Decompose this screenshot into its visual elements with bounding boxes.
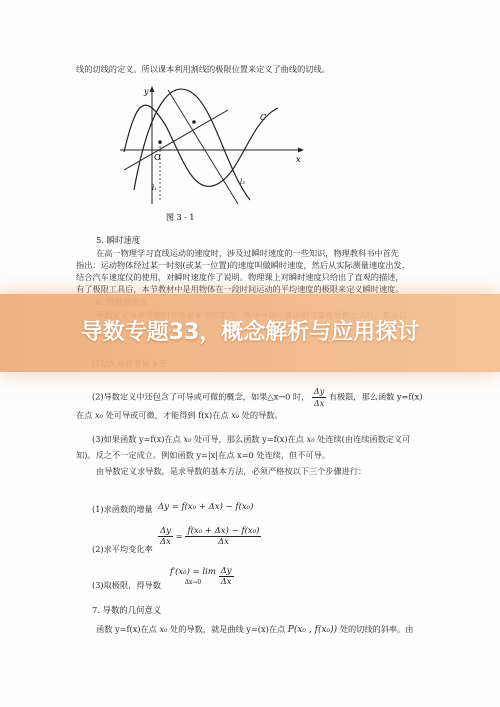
dy-symbol: Δy bbox=[313, 387, 325, 396]
section-5-heading: 5. 瞬时速度 bbox=[96, 235, 141, 245]
section-5-line: 有了极限工具后，本节教材中是用物体在一段时间运动的平均速度的极限来定义瞬时速度。 bbox=[76, 284, 404, 294]
line-l2-label: l₂ bbox=[240, 178, 246, 186]
line-text: (3)如果函数 y=f(x)在点 bbox=[92, 434, 181, 444]
banner-title: 导数专题33，概念解析与应用探讨 bbox=[80, 320, 420, 345]
step-1-label: (1)求函数的增量 bbox=[92, 504, 153, 514]
dx-symbol: Δx bbox=[220, 577, 232, 587]
line-l1-label: l₁ bbox=[152, 184, 158, 192]
limit-text: f′(x₀) = lim bbox=[170, 566, 216, 577]
dx-symbol: Δx bbox=[217, 537, 229, 547]
line-text: 处连续(由连续函数定义可 bbox=[317, 434, 411, 444]
limit-fraction bbox=[219, 566, 234, 587]
line-text: 处可导或可微，才能得到 f(x)在点 bbox=[105, 410, 229, 420]
section-5-line: 在高一物理学习直线运动的速度时，涉及过瞬时速度的一些知识，物理教科书中首先 bbox=[96, 248, 399, 258]
line-text: 处可导，那么函数 y=f(x)在点 bbox=[193, 434, 304, 444]
x0-symbol: x₀ bbox=[183, 434, 192, 444]
dy-dx-fraction bbox=[312, 386, 326, 409]
step-2-label: (2)求平均变化率 bbox=[92, 544, 153, 554]
section-7-line bbox=[96, 624, 413, 636]
dx-symbol: Δx bbox=[313, 399, 325, 408]
x0-symbol: x₀ bbox=[95, 410, 103, 420]
tangent-figure bbox=[110, 82, 310, 232]
line-text: 处的导数。 bbox=[241, 410, 283, 420]
step-3-label: (3)取极限，得导数 bbox=[92, 580, 161, 590]
section-6-line bbox=[92, 434, 410, 445]
section-7-heading: 7. 导数的几何意义 bbox=[92, 605, 162, 615]
section-6-line bbox=[76, 410, 283, 421]
section-6-line: 知)。反之不一定成立。例如函数 y=|x|在点 x=0 处连续，但不可导。 bbox=[76, 450, 330, 460]
section-6-line: 由导数定义求导数，是求导数的基本方法，必须严格按以下三个步骤进行： bbox=[96, 466, 367, 476]
figure-caption: 图 3 - 1 bbox=[166, 213, 195, 222]
x0-symbol: x₀ bbox=[306, 434, 315, 444]
rate-rhs-fraction bbox=[185, 526, 261, 547]
rate-lhs-fraction bbox=[158, 526, 173, 547]
line-text: 函数 y=f(x)在点 bbox=[96, 624, 157, 634]
increment-formula: Δy = f(x₀ + Δx) − f(x₀) bbox=[158, 502, 254, 512]
axis-y-label: y bbox=[144, 87, 149, 96]
line-text: 有极限，那么函数 y=f(x) bbox=[328, 391, 423, 402]
limit-formula bbox=[170, 566, 234, 587]
line-text: 在点 bbox=[76, 410, 93, 420]
section-5-line: 结合汽车速度仪的使用，对瞬时速度作了说明。物理课上对瞬时速度只给出了直观的描述， bbox=[76, 272, 404, 282]
line-text: 处的切线的斜率。由 bbox=[339, 624, 414, 634]
average-rate-formula: $\frac{\Delta y}{\Delta x}$ = $\frac{\text{f(x₀ + Δx) − f(x₀)}}{\Delta x}$ bbox=[160, 526, 260, 547]
curve-c-label: C bbox=[260, 113, 267, 122]
section-5-line: 指出：运动物体经过某一时刻(或某一位置)的速度叫做瞬时速度，然后从实际测量速度出发， bbox=[76, 260, 410, 270]
section-6-line bbox=[92, 386, 422, 409]
x0-symbol: x₀ bbox=[231, 410, 240, 420]
dx-symbol: Δx bbox=[160, 537, 171, 547]
intro-line: 线的切线的定义。所以课本利用割线的极限位置来定义了曲线的切线。 bbox=[76, 64, 330, 74]
point-p: P(x₀ , f(x₀)) bbox=[287, 625, 338, 635]
axis-x-label: x bbox=[296, 155, 301, 164]
x0-symbol: x₀ bbox=[159, 624, 168, 634]
limit-subscript: Δx→0 bbox=[184, 578, 202, 586]
line-text: (2)导数定义中还包含了可导或可微的概念，如果△x→0 时， bbox=[92, 391, 310, 402]
origin-label: O bbox=[154, 153, 161, 162]
line-text: 处的导数，就是曲线 y=(x)在点 bbox=[170, 624, 286, 634]
dy-symbol: Δy bbox=[220, 566, 232, 576]
rate-numerator: f(x₀ + Δx) − f(x₀) bbox=[187, 526, 260, 536]
dy-symbol: Δy bbox=[160, 526, 171, 536]
